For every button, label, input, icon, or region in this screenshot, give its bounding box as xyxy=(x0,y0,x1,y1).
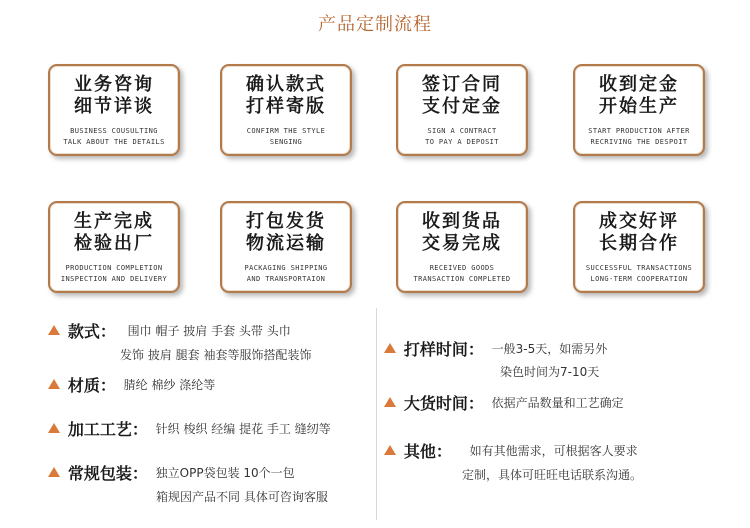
info-label: 加工工艺： xyxy=(67,420,148,439)
info-value: 独立OPP袋包装 10个一包 xyxy=(155,466,295,480)
info-label: 常规包装： xyxy=(67,464,148,483)
step-subtitle: PACKAGING SHIPPING AND TRANSPORTAION xyxy=(244,264,328,283)
info-value: 一般3-5天，如需另外 xyxy=(491,342,608,356)
step-title: 收到货品 交易完成 xyxy=(422,211,502,254)
step-title: 打包发货 物流运输 xyxy=(246,211,326,254)
info-value-line2: 发饰 披肩 腿套 袖套等服饰搭配装饰 xyxy=(120,348,312,362)
info-value-line2: 箱规因产品不同 具体可咨询客服 xyxy=(156,490,328,504)
step-card-2 xyxy=(220,64,352,156)
info-value-line2: 染色时间为7-10天 xyxy=(500,365,600,379)
triangle-bullet-icon xyxy=(48,325,60,335)
info-value: 依据产品数量和工艺确定 xyxy=(491,396,624,410)
step-title: 业务咨询 细节详谈 xyxy=(74,74,154,117)
step-subtitle: CONFIRM THE STYLE SENGING xyxy=(246,127,326,146)
step-subtitle: RECEIVED GOODS TRANSACTION COMPLETED xyxy=(413,264,511,283)
info-material xyxy=(48,373,368,396)
info-bulk-time xyxy=(384,391,744,414)
step-subtitle: PRODUCTION COMPLETION INSPECTION AND DELIVERY xyxy=(60,264,168,283)
step-title: 签订合同 支付定金 xyxy=(422,74,502,117)
info-sample-time xyxy=(384,337,744,380)
step-subtitle: START PRODUCTION AFTER RECRIVING THE DESPOIT xyxy=(588,127,690,146)
triangle-bullet-icon xyxy=(48,423,60,433)
info-value: 如有其他需求，可根据客人要求 xyxy=(469,444,638,458)
info-packaging xyxy=(48,461,378,505)
info-label: 其他： xyxy=(403,442,452,461)
step-card-4 xyxy=(573,64,705,156)
info-value: 针织 梭织 经编 提花 手工 缝纫等 xyxy=(155,422,331,436)
triangle-bullet-icon xyxy=(48,379,60,389)
step-card-5 xyxy=(48,201,180,293)
triangle-bullet-icon xyxy=(384,445,396,455)
info-value: 围巾 帽子 披肩 手套 头带 头巾 xyxy=(127,324,291,338)
step-card-6 xyxy=(220,201,352,293)
info-value-line2: 定制，具体可旺旺电话联系沟通。 xyxy=(462,468,643,482)
triangle-bullet-icon xyxy=(384,397,396,407)
info-label: 打样时间： xyxy=(403,340,484,359)
info-label: 大货时间： xyxy=(403,394,484,413)
info-process xyxy=(48,417,378,440)
info-style xyxy=(48,319,368,363)
step-subtitle: SUCCESSFUL TRANSACTIONS LONG-TERM COOPERATION xyxy=(585,264,693,283)
info-label: 材质： xyxy=(67,376,116,395)
triangle-bullet-icon xyxy=(48,467,60,477)
step-card-1 xyxy=(48,64,180,156)
step-title: 确认款式 打样寄版 xyxy=(246,74,326,117)
page-title: 产品定制流程 xyxy=(318,14,432,35)
step-title: 生产完成 检验出厂 xyxy=(74,211,154,254)
step-card-8 xyxy=(573,201,705,293)
step-card-3 xyxy=(396,64,528,156)
info-other xyxy=(384,439,744,483)
step-subtitle: BUSINESS COUSULTING TALK ABOUT THE DETAILS xyxy=(63,127,165,146)
info-value: 腈纶 棉纱 涤纶等 xyxy=(123,378,216,392)
triangle-bullet-icon xyxy=(384,343,396,353)
step-card-7 xyxy=(396,201,528,293)
step-subtitle: SIGN A CONTRACT TO PAY A DEPOSIT xyxy=(425,127,499,146)
step-title: 成交好评 长期合作 xyxy=(599,211,679,254)
info-label: 款式： xyxy=(67,322,116,341)
step-title: 收到定金 开始生产 xyxy=(599,74,679,117)
